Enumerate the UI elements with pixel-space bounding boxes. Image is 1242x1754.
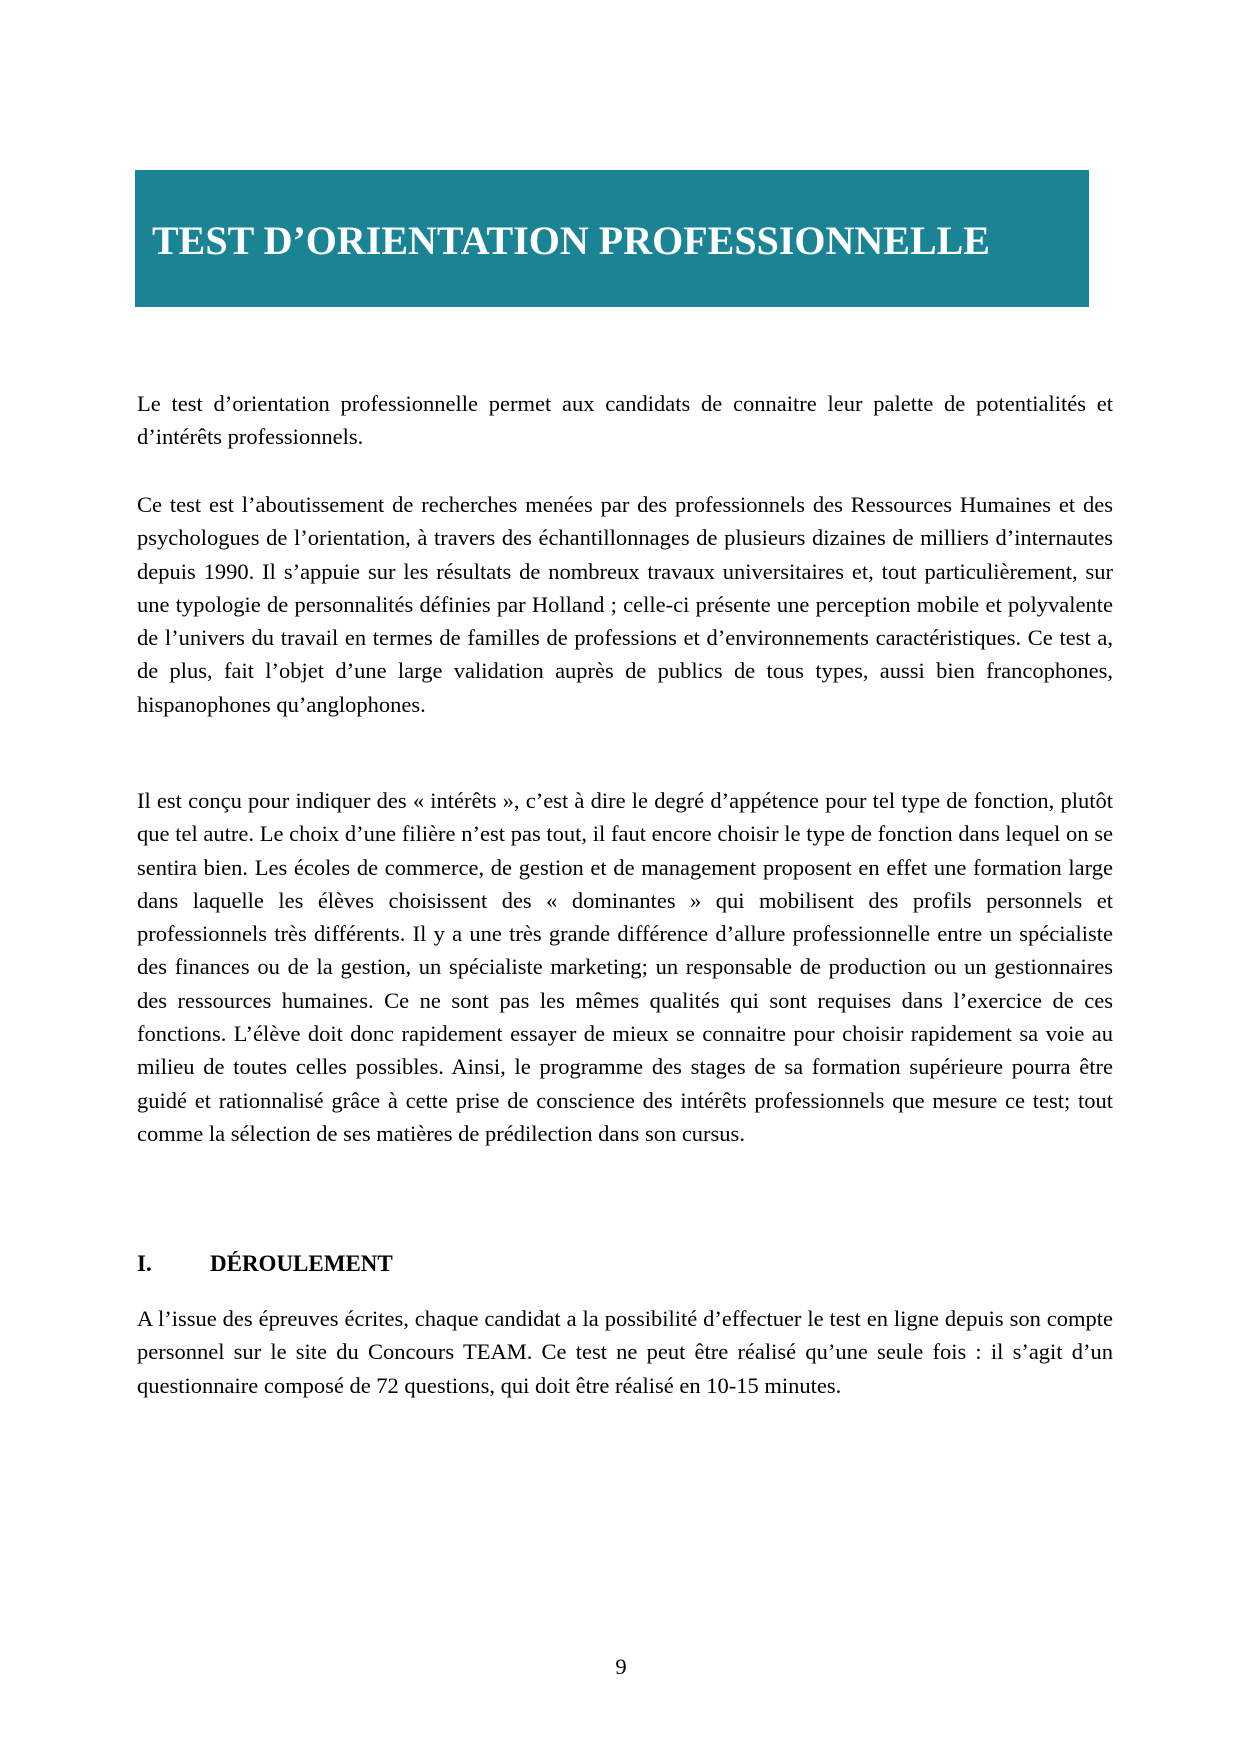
interests-paragraph: Il est conçu pour indiquer des « intérêts », c’est à dire le degré d’appétence pour tel type de fonction, plutôt que tel autre. Le choix d’une filière n’est pas tout, il faut encore choisir le type de fonction dans lequel on se sentira bien. Les écoles de commerce, de gestion et de management proposent en effet une formation large dans laquelle les élèves choisissent des « dominantes » qui mobilisent des profils personnels et professionnels très différents. Il y a une très grande différence d’allure professionnelle entre un spécialiste des finances ou de la gestion, un spécialiste marketing; un responsable de production ou un gestionnaires des ressources humaines. Ce ne sont pas les mêmes qualités qui sont requises dans l’exercice de ces fonctions. L’élève doit donc rapidement essayer de mieux se connaitre pour choisir rapidement sa voie au milieu de toutes celles possibles. Ainsi, le programme des stages de sa formation supérieure pourra être guidé et rationnalisé grâce à cette prise de conscience des intérêts professionnels que mesure ce test; tout comme la sélection de ses matières de prédilection dans son cursus. bbox=[137, 788, 1113, 1146]
section-number: I. bbox=[137, 1251, 152, 1276]
research-paragraph: Ce test est l’aboutissement de recherches menées par des professionnels des Ressources Humaines et des psychologues de l’orientation, à travers des échantillonnages de plusieurs dizaines de milliers d’internautes depuis 1990. Il s’appuie sur les résultats de nombreux travaux universitaires et, tout particulièrement, sur une typologie de personnalités définies par Holland ; celle-ci présente une perception mobile et polyvalente de l’univers du travail en termes de familles de professions et d’environnements caractéristiques. Ce test a, de plus, fait l’objet d’une large validation auprès de publics de tous types, aussi bien francophones, hispanophones qu’anglophones. bbox=[137, 492, 1113, 717]
intro-paragraph: Le test d’orientation professionnelle permet aux candidats de connaitre leur palette de potentialités et d’intérêts professionnels. bbox=[137, 391, 1113, 450]
section-heading bbox=[137, 1248, 393, 1280]
section-title: DÉROULEMENT bbox=[210, 1251, 393, 1276]
page-title: TEST D’ORIENTATION PROFESSIONNELLE bbox=[152, 218, 990, 263]
page-number: 9 bbox=[615, 1654, 627, 1679]
section-paragraph: A l’issue des épreuves écrites, chaque candidat a la possibilité d’effectuer le test en ligne depuis son compte personnel sur le site du Concours TEAM. Ce test ne peut être réalisé qu’une seule fois : il s’agit d’un questionnaire composé de 72 questions, qui doit être réalisé en 10-15 minutes. bbox=[137, 1306, 1113, 1398]
title-banner bbox=[135, 170, 1089, 307]
